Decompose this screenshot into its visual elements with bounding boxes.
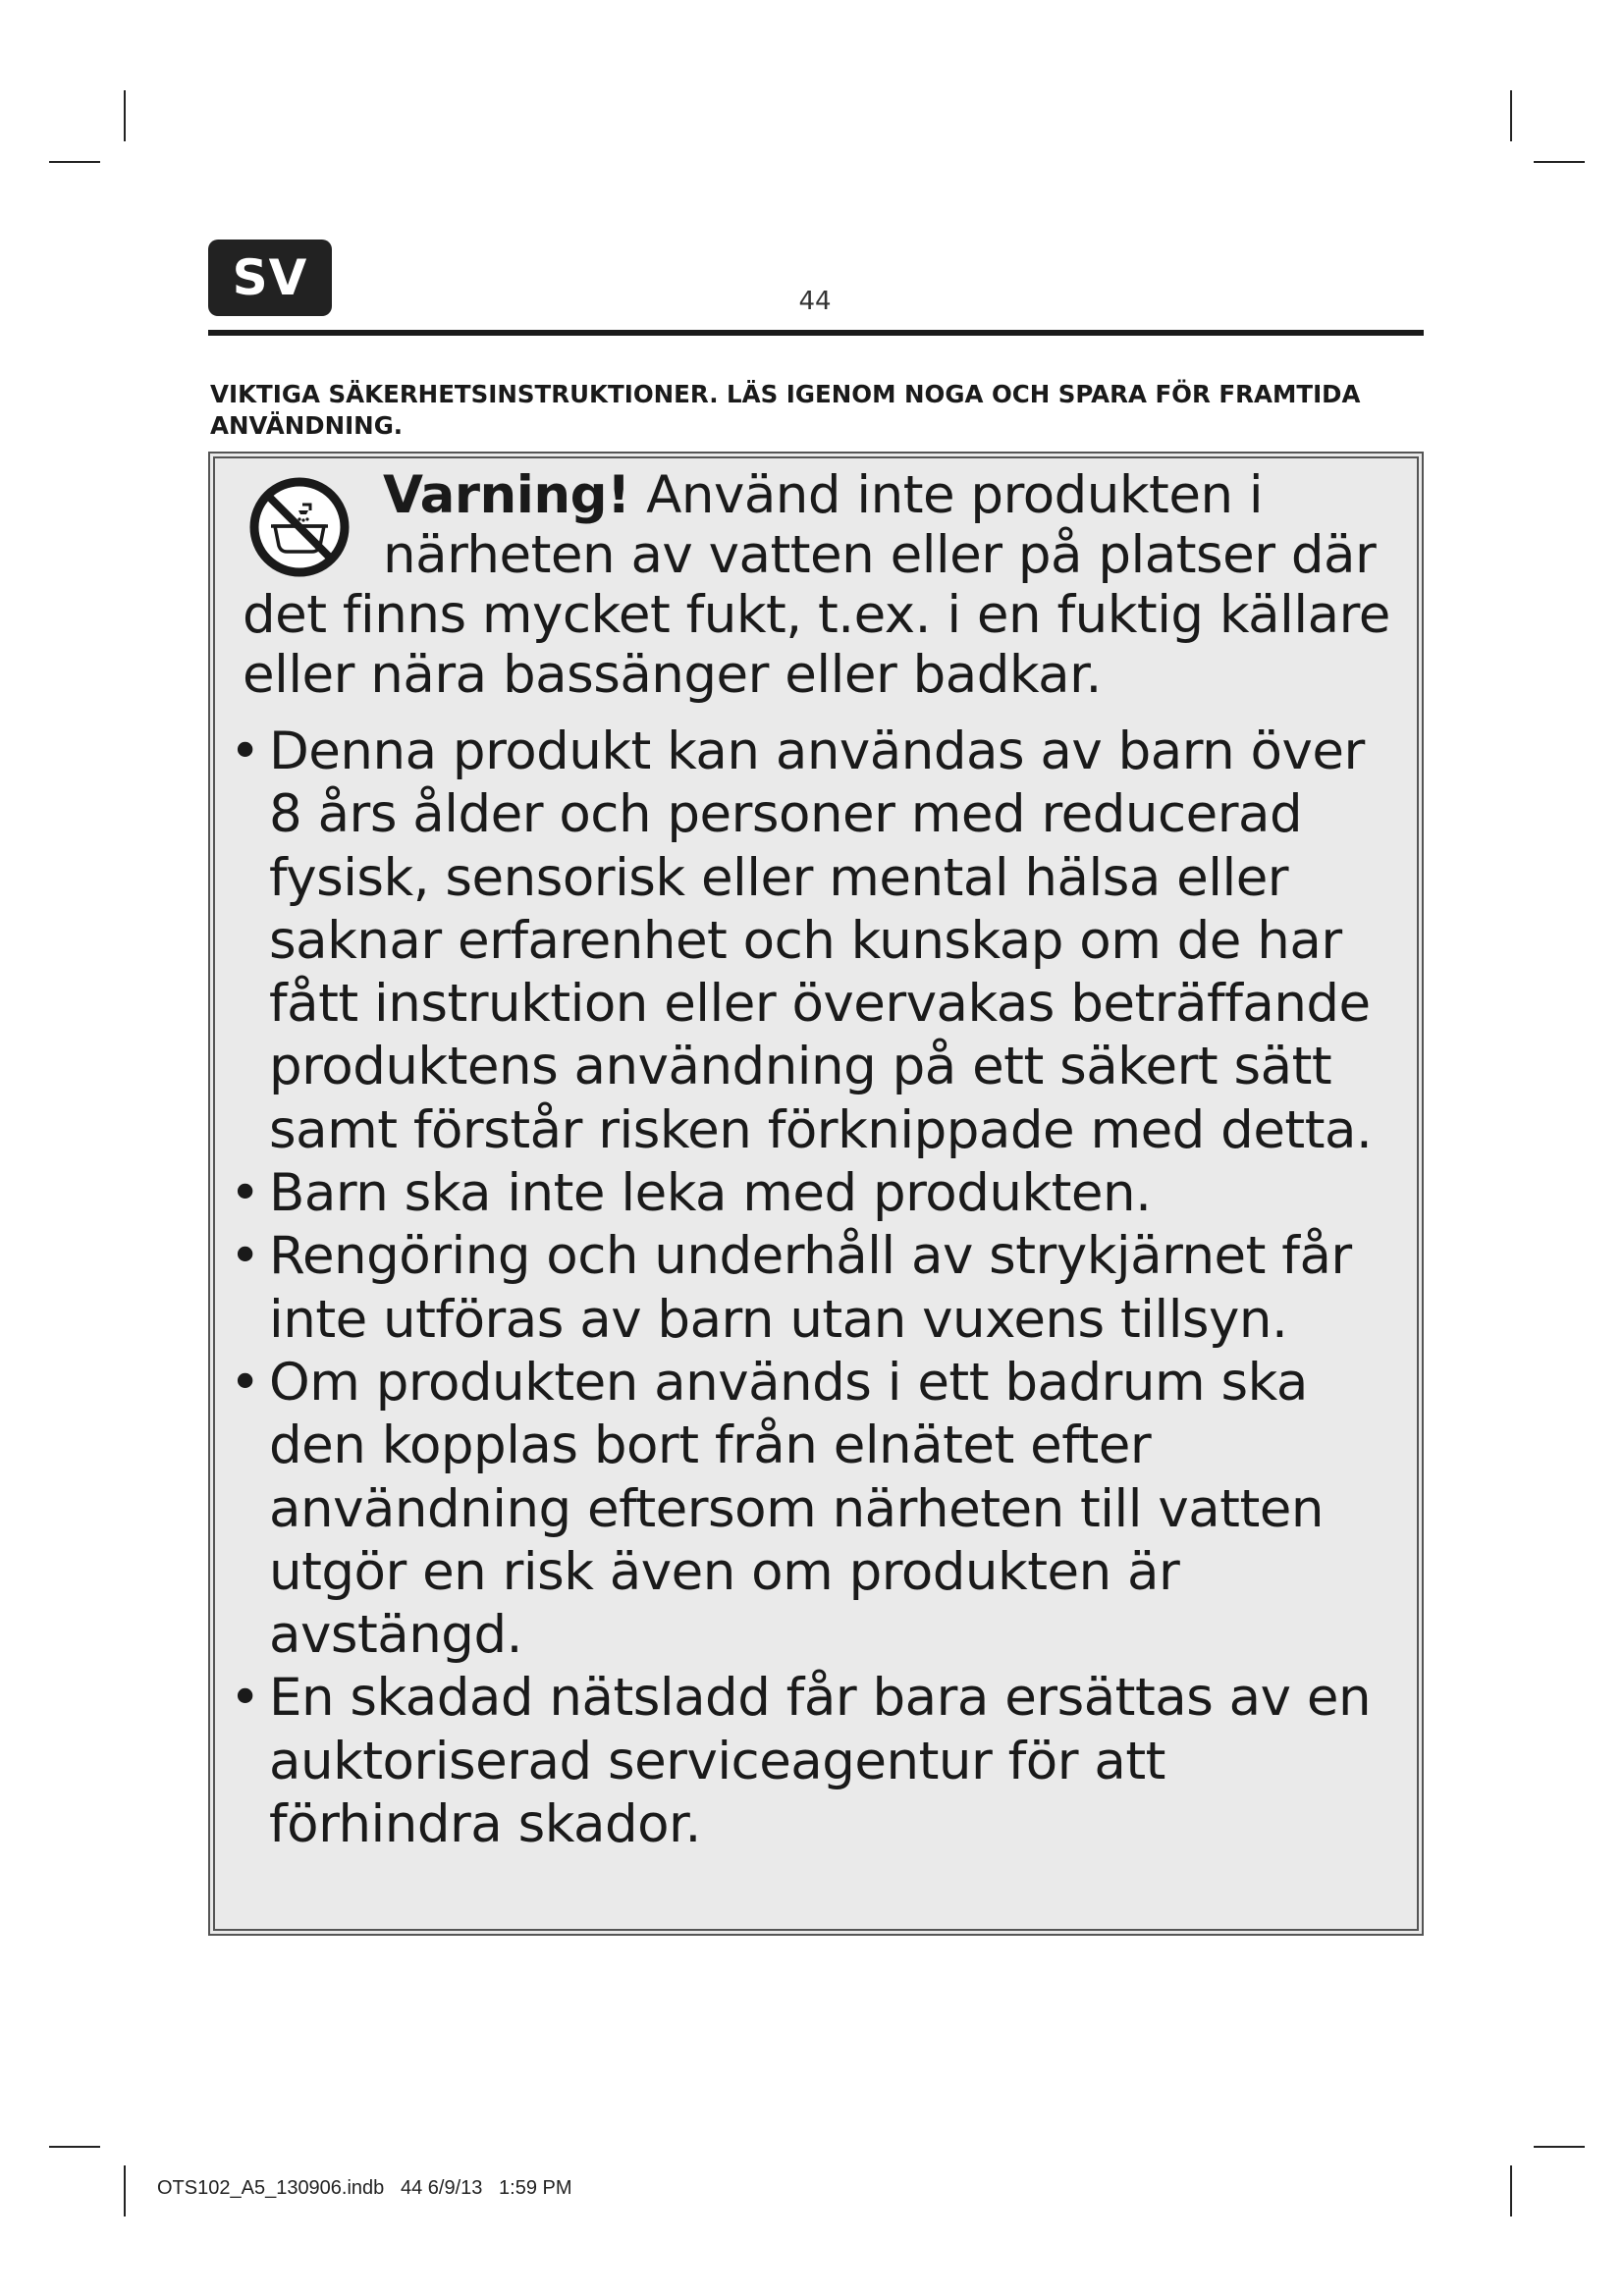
warning-text [243,465,1401,705]
list-item: • Rengöring och underhåll av strykjärnet får inte utföras av barn utan vuxens tillsyn. [230,1226,1352,1350]
crop-mark [1534,161,1585,163]
crop-mark [49,161,100,163]
list-item-text: Rengöring och underhåll av strykjärnet får inte utföras av barn utan vuxens tillsyn. [269,1226,1352,1350]
crop-mark [124,90,126,141]
list-item-text: Denna produkt kan användas av barn över 8 års ålder och personer med reducerad fysisk, sensorisk eller mental hälsa eller saknar erfarenhet och kunskap om de har fått instruktion eller övervakas beträffande produktens användning på ett säkert sätt samt förstår risken förknippade med detta. [269,721,1373,1160]
crop-mark [1534,2146,1585,2148]
list-item: • En skadad nätsladd får bara ersättas av en auktoriserad serviceagentur för att förhindra skador. [230,1668,1372,1855]
crop-mark [124,2165,126,2216]
page-number: 44 [798,287,832,316]
print-slug [157,2177,572,2200]
crop-mark [49,2146,100,2148]
header-divider [208,330,1424,336]
safety-list [224,721,1412,1856]
print-slug-timestamp: 6/9/13 1:59 PM [427,2177,572,2199]
warning-message: Använd inte produkten i närheten av vatten eller på platser där det finns mycket fukt, t.ex. i en fuktig källare eller nära bassänger eller badkar. [243,465,1390,705]
warning-box [208,452,1424,1936]
list-item: • Om produkten används i ett badrum ska den kopplas bort från elnätet efter användning eftersom närheten till vatten utgör en risk även om produkten är avstängd. [230,1352,1324,1666]
language-badge: SV [208,240,332,316]
list-item-text: Barn ska inte leka med produkten. [269,1163,1152,1224]
section-heading: VIKTIGA SÄKERHETSINSTRUKTIONER. LÄS IGENOM NOGA OCH SPARA FÖR FRAMTIDA ANVÄNDNING. [210,380,1361,440]
list-item: • Barn ska inte leka med produkten. [230,1163,1152,1224]
warning-label: Varning! [383,465,630,525]
list-item-text: Om produkten används i ett badrum ska den kopplas bort från elnätet efter användning eftersom närheten till vatten utgör en risk även om produkten är avstängd. [269,1352,1324,1666]
crop-mark [1510,2165,1512,2216]
list-item-text: En skadad nätsladd får bara ersättas av en auktoriserad serviceagentur för att förhindra skador. [269,1668,1372,1855]
print-slug-file: OTS102_A5_130906.indb 44 [157,2177,423,2199]
list-item: • Denna produkt kan användas av barn över 8 års ålder och personer med reducerad fysisk, sensorisk eller mental hälsa eller saknar erfarenhet och kunskap om de har fått instruktion eller övervakas beträffande produktens användning på ett säkert sätt samt förstår risken förknippade med detta. [230,721,1373,1160]
crop-mark [1510,90,1512,141]
